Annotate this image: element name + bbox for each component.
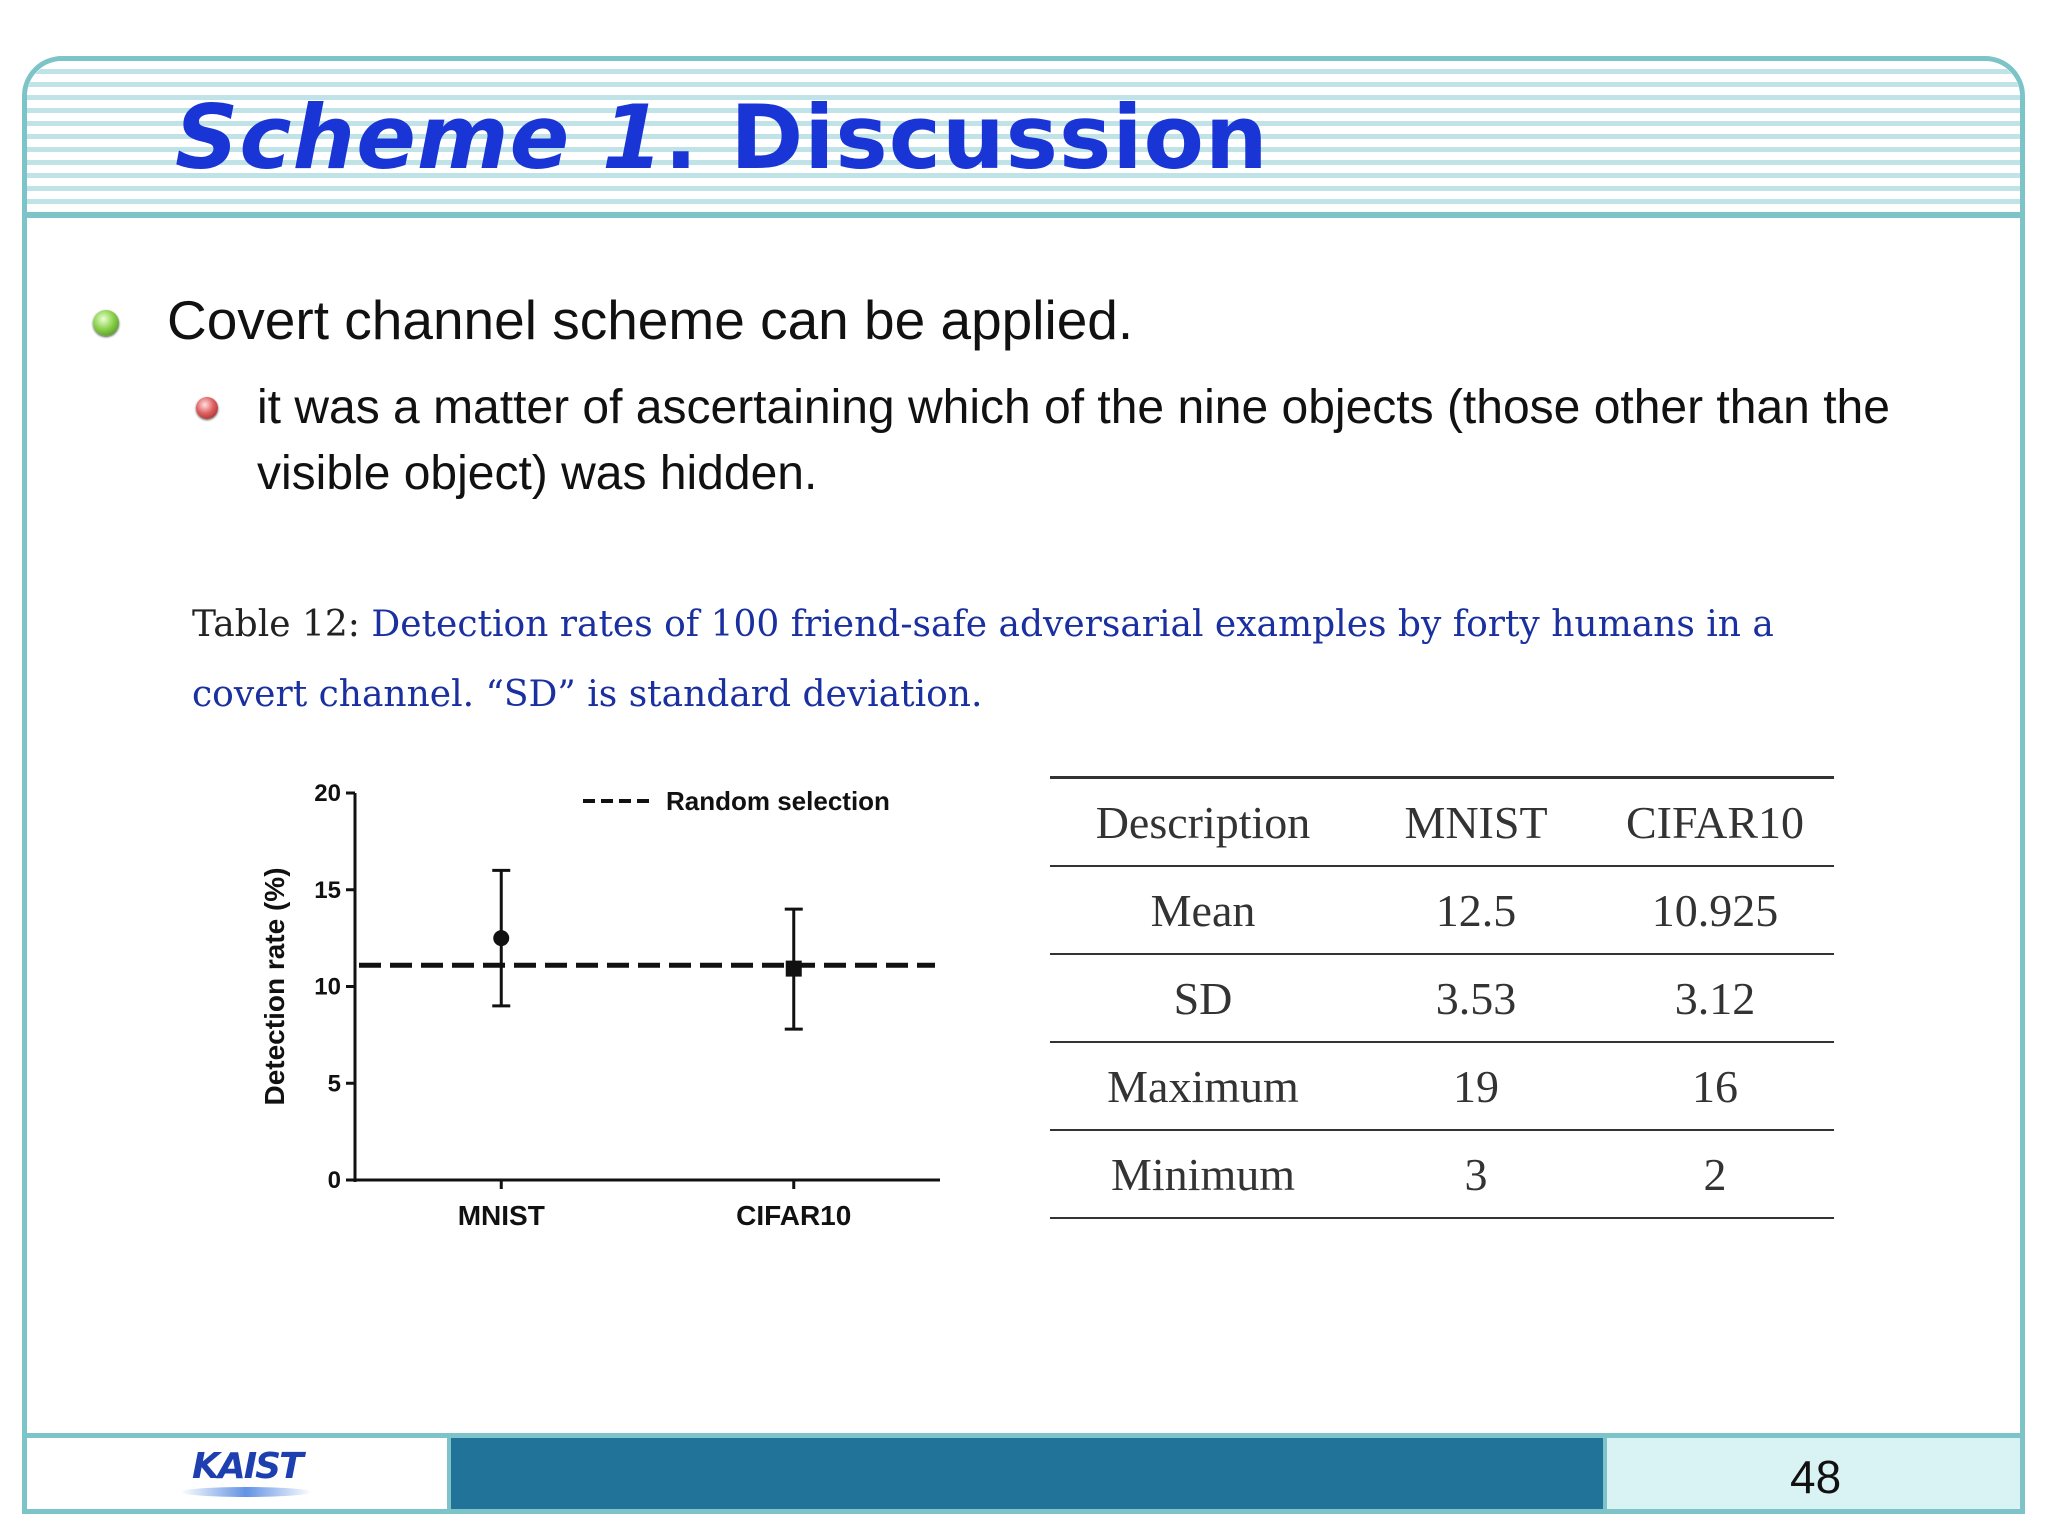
table-row (1050, 954, 1834, 1042)
table-row (1050, 866, 1834, 954)
table-row (1050, 1042, 1834, 1130)
data-point-mnist (493, 930, 509, 946)
y-axis-label: Detection rate (%) (259, 867, 290, 1106)
footer-bar (447, 1438, 1607, 1509)
kaist-logo: KAIST (192, 1446, 302, 1487)
table-header-cell: MNIST (1356, 778, 1596, 867)
caption-label: Table 12: (192, 604, 360, 645)
x-tick-label: MNIST (457, 1200, 545, 1231)
slide-title-suffix: . Discussion (664, 86, 1269, 189)
y-tick-label: 10 (314, 973, 341, 1001)
table-cell: 16 (1596, 1042, 1834, 1130)
logo-swoosh-icon (180, 1487, 312, 1497)
slide-title (175, 88, 1269, 188)
green-bullet-icon (93, 310, 119, 336)
table-cell: 3.53 (1356, 954, 1596, 1042)
table-cell: 3 (1356, 1130, 1596, 1218)
y-tick-label: 20 (314, 780, 341, 807)
table-cell: 3.12 (1596, 954, 1834, 1042)
table-header-cell: CIFAR10 (1596, 778, 1834, 867)
table-cell: Minimum (1050, 1130, 1356, 1218)
data-point-cifar10 (786, 961, 802, 977)
table-header-row (1050, 778, 1834, 867)
table-cell: SD (1050, 954, 1356, 1042)
header-divider (27, 212, 2020, 218)
table-cell: 2 (1596, 1130, 1834, 1218)
table-cell: 10.925 (1596, 866, 1834, 954)
detection-rate-table (1050, 776, 1834, 1219)
table-cell: 12.5 (1356, 866, 1596, 954)
bullet-text-level1: Covert channel scheme can be applied. (167, 289, 1134, 351)
y-tick-label: 5 (327, 1070, 341, 1098)
red-bullet-icon (196, 397, 218, 419)
page-number: 48 (1790, 1451, 1842, 1503)
bullet-text-level2: it was a matter of ascertaining which of the nine objects (those other than the visible object) was hidden. (257, 381, 1890, 500)
table-row (1050, 1130, 1834, 1218)
slide-title-prefix: Scheme 1 (175, 86, 665, 189)
table-cell: 19 (1356, 1042, 1596, 1130)
table-cell: Maximum (1050, 1042, 1356, 1130)
detection-rate-chart (250, 765, 950, 1245)
y-tick-label: 15 (314, 876, 341, 904)
y-tick-label: 0 (327, 1167, 341, 1194)
caption-text: Detection rates of 100 friend-safe adversarial examples by forty humans in a covert channel. “SD” is standard deviation. (192, 604, 1774, 715)
x-tick-label: CIFAR10 (736, 1200, 852, 1231)
table-header-cell: Description (1050, 778, 1356, 867)
table-caption (192, 590, 1892, 730)
table-cell: Mean (1050, 866, 1356, 954)
legend-label: Random selection (666, 786, 890, 816)
